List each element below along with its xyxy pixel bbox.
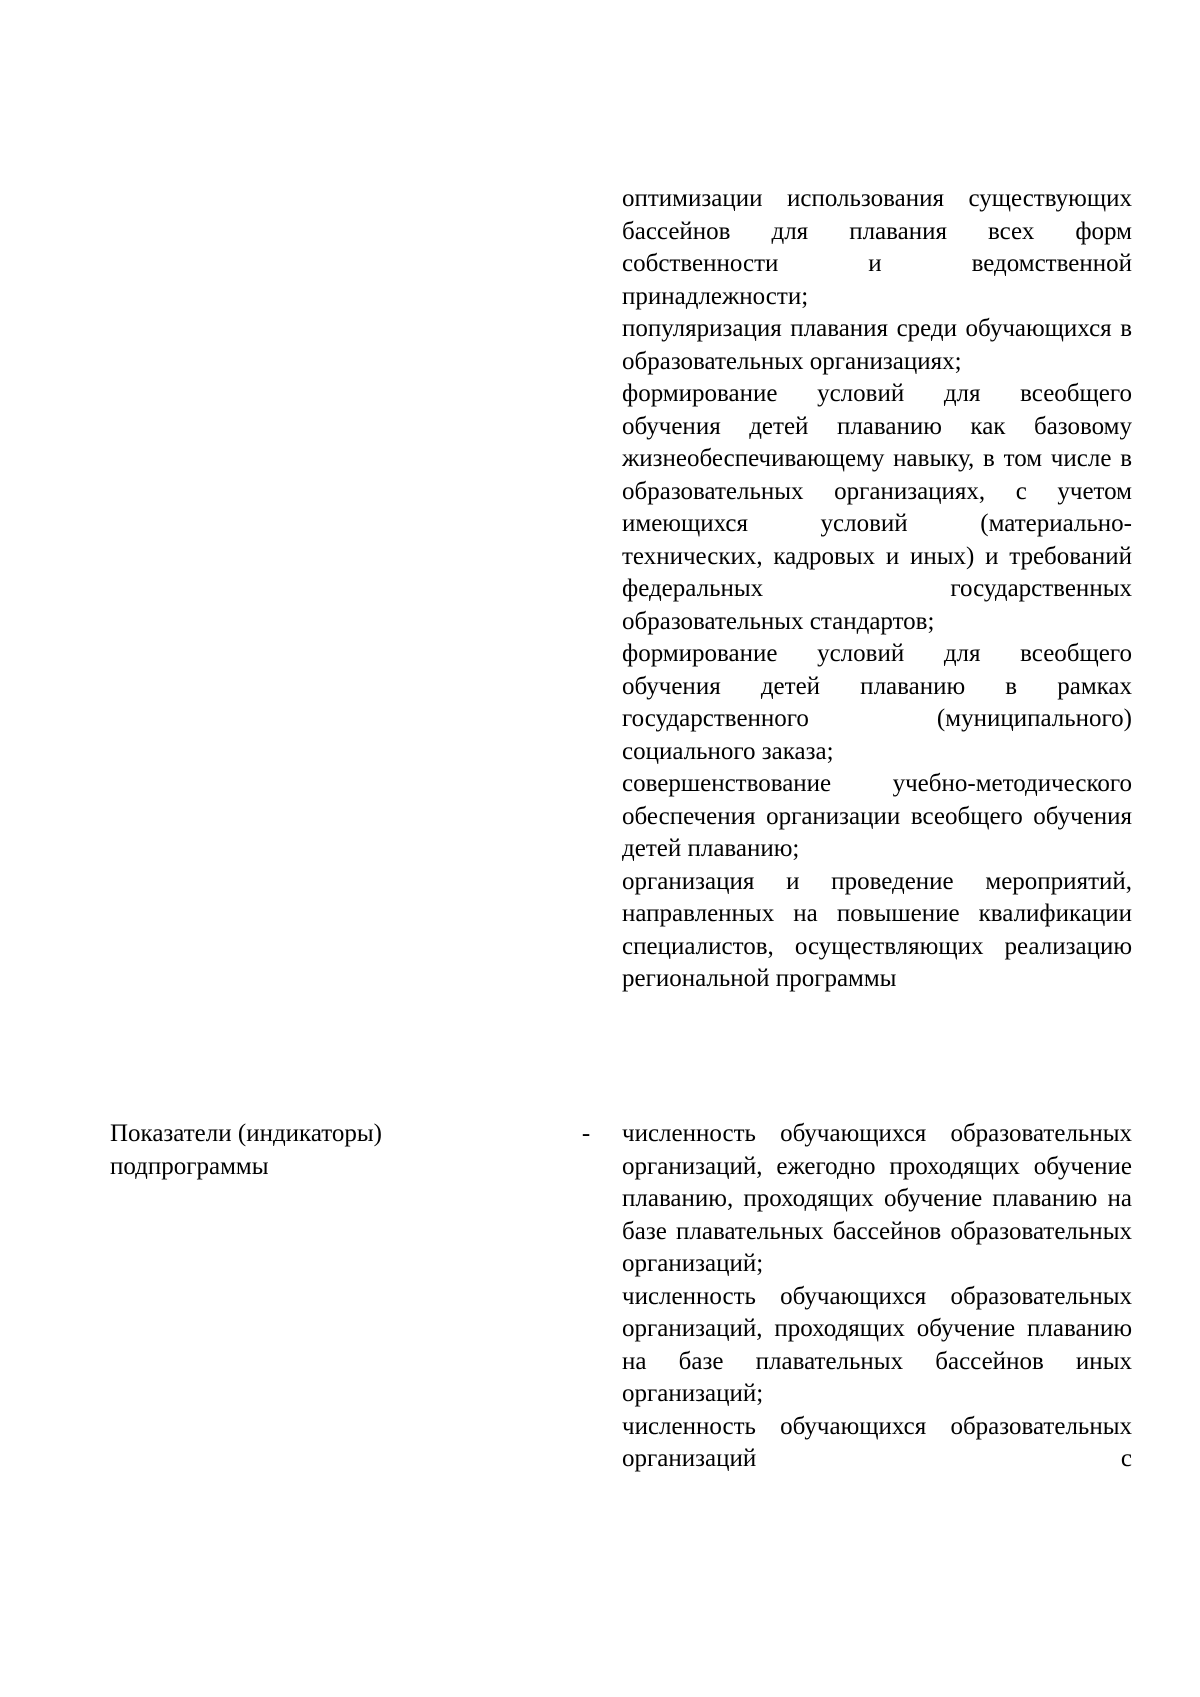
task-item: оптимизации использования существующих бассейнов для плавания всех форм собственности и ведомственной принадлежности; [622,185,1132,310]
indicators-label: Показатели (индикаторы) подпрограммы [110,1120,382,1180]
task-item: организация и проведение мероприятий, направленных на повышение квалификации специалистов, осуществляющих реализацию региональной программы [622,867,1132,992]
indicator-item: численность обучающихся образовательных организаций, проходящих обучение плаванию на базе плавательных бассейнов иных организаций; [622,1282,1132,1407]
row-separator-dash: - [581,1120,591,1147]
indicator-item: численность обучающихся образовательных организаций, ежегодно проходящих обучение плаванию, проходящих обучение плаванию на базе плавательных бассейнов образовательных организаций; [622,1120,1132,1277]
task-item: совершенствование учебно-методического обеспечения организации всеобщего обучения детей плаванию; [622,770,1132,862]
indicators-value-cell [622,1118,1132,1476]
indicator-item: численность обучающихся образовательных организаций с [622,1412,1132,1472]
indicators-label-cell [110,1118,450,1183]
task-item: формирование условий для всеобщего обучения детей плаванию в рамках государственного (муниципального) социального заказа; [622,640,1132,765]
tasks-continuation [622,183,1132,996]
task-item: формирование условий для всеобщего обучения детей плаванию как базовому жизнеобеспечивающему навыку, в том числе в образовательных организациях, с учетом имеющихся условий (материально-технических, кадровых и иных) и требований федеральных государственных образовательных стандартов; [622,380,1132,635]
task-item: популяризация плавания среди обучающихся в образовательных организациях; [622,315,1132,375]
